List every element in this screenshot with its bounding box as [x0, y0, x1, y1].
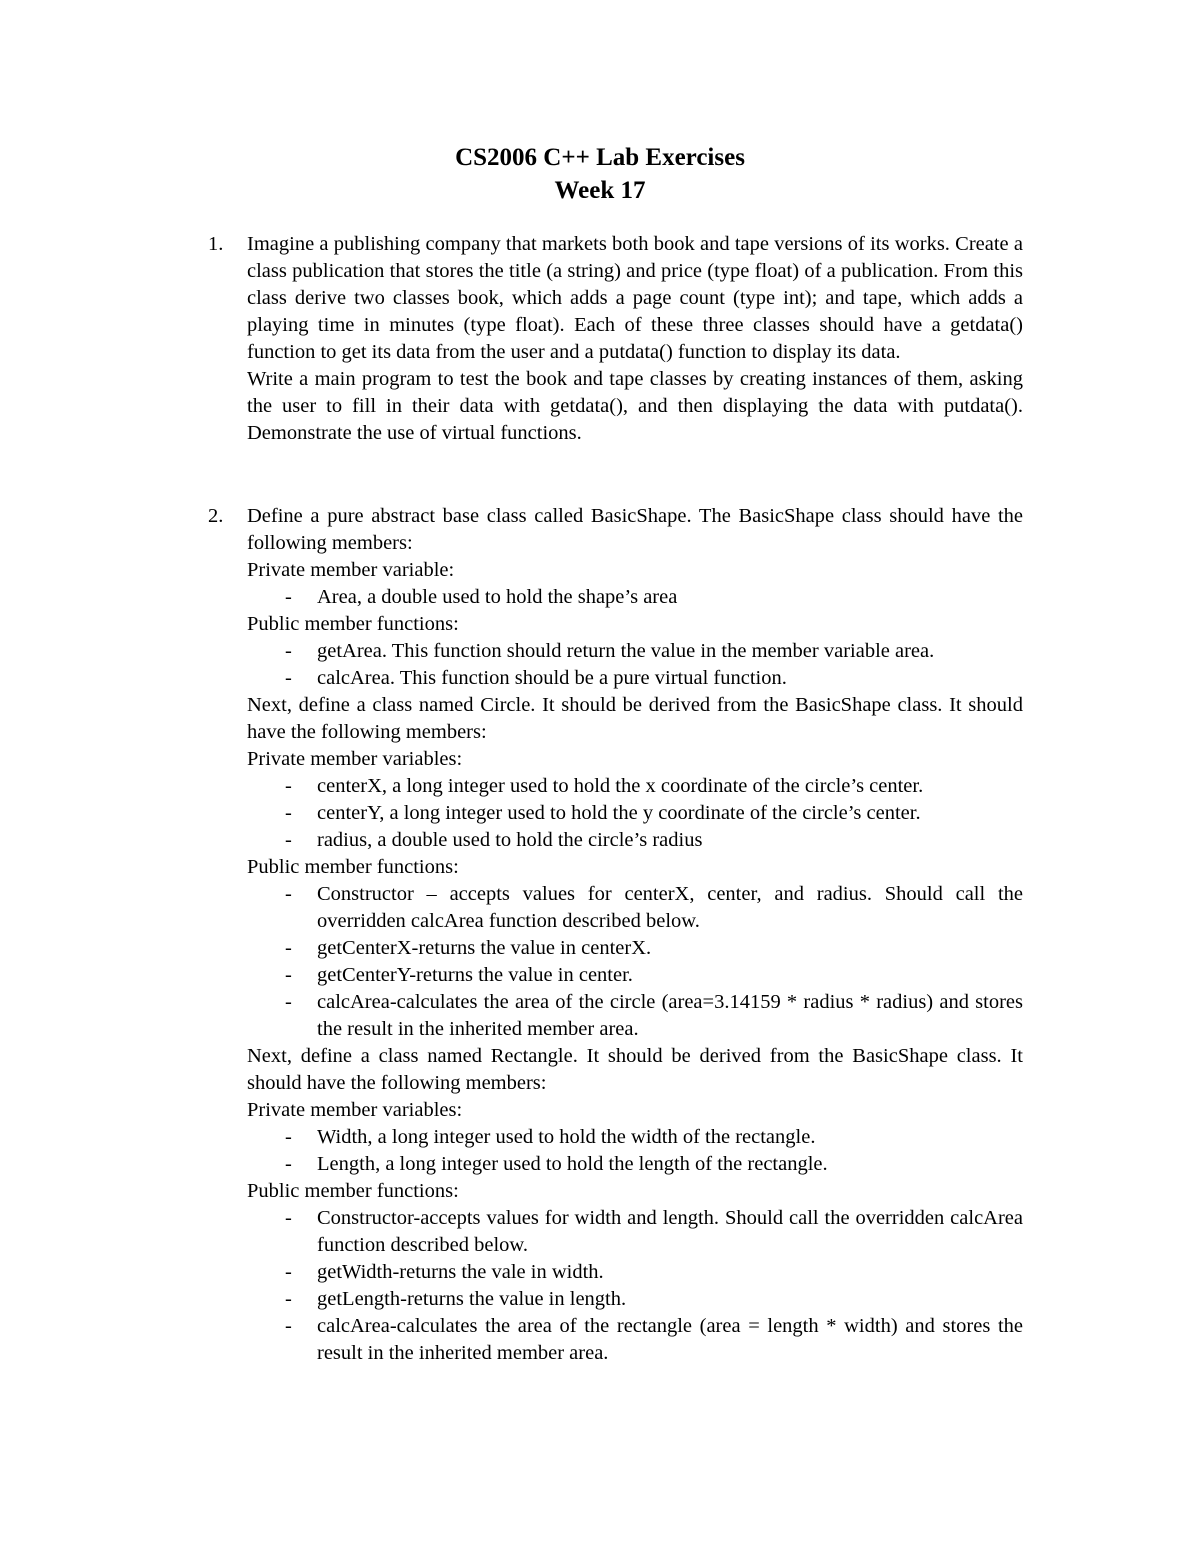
bullet-dash: -: [285, 667, 292, 689]
list-item-text: Length, a long integer used to hold the length of the rectangle.: [317, 1153, 828, 1175]
list-item: [247, 1259, 1023, 1286]
list-item: [247, 989, 1023, 1043]
list-item-text: getCenterX-returns the value in centerX.: [317, 937, 652, 959]
list-item: [247, 827, 1023, 854]
list-item-text: calcArea-calculates the area of the rectangle (area = length * width) and stores the result in the inherited member area.: [317, 1315, 1023, 1364]
list-item-text: centerX, a long integer used to hold the x coordinate of the circle’s center.: [317, 775, 924, 797]
exercise-paragraph: Imagine a publishing company that markets both book and tape versions of its works. Create a class publication that stores the title (a string) and price (type float) of a publication. From this class derive two classes book, which adds a page count (type int); and tape, which adds a playing time in minutes (type float). Each of these three classes should have a getdata() function to get its data from the user and a putdata() function to display its data.: [247, 233, 1023, 363]
list-item-text: Area, a double used to hold the shape’s area: [317, 586, 678, 608]
list-item: [247, 1124, 1023, 1151]
bullet-dash: -: [285, 964, 292, 986]
bullet-dash: -: [285, 829, 292, 851]
exercise-body: [247, 231, 1023, 447]
list-item-text: calcArea. This function should be a pure virtual function.: [317, 667, 787, 689]
bullet-dash: -: [285, 991, 292, 1013]
bullet-dash: -: [285, 586, 292, 608]
list-item: [247, 665, 1023, 692]
list-item: [247, 1205, 1023, 1259]
list-item-text: getCenterY-returns the value in center.: [317, 964, 633, 986]
list-item-text: radius, a double used to hold the circle’s radius: [317, 829, 703, 851]
bullet-dash: -: [285, 640, 292, 662]
exercise-paragraph: Write a main program to test the book and tape classes by creating instances of them, asking the user to fill in their data with getdata(), and then displaying the data with putdata(). Demonstrate the use of virtual functions.: [247, 368, 1023, 444]
section-heading: Public member functions:: [247, 1180, 459, 1202]
list-item: [247, 800, 1023, 827]
list-item-text: getWidth-returns the vale in width.: [317, 1261, 604, 1283]
section-heading: Private member variables:: [247, 748, 463, 770]
exercise-paragraph: Define a pure abstract base class called BasicShape. The BasicShape class should have the following members:: [247, 505, 1023, 554]
list-item: [247, 638, 1023, 665]
list-item-text: centerY, a long integer used to hold the y coordinate of the circle’s center.: [317, 802, 921, 824]
bullet-dash: -: [285, 1207, 292, 1229]
list-item: [247, 1286, 1023, 1313]
section-heading: Private member variables:: [247, 1099, 463, 1121]
document-subtitle-week: Week 17: [554, 177, 646, 204]
exercise-body: [247, 503, 1023, 1367]
list-item: [247, 962, 1023, 989]
section-heading: Private member variable:: [247, 559, 455, 581]
bullet-dash: -: [285, 1315, 292, 1337]
bullet-dash: -: [285, 1126, 292, 1148]
list-item-text: getArea. This function should return the value in the member variable area.: [317, 640, 935, 662]
exercise-paragraph: Next, define a class named Circle. It should be derived from the BasicShape class. It should have the following members:: [247, 694, 1023, 743]
exercise-number: 1.: [208, 233, 224, 255]
bullet-dash: -: [285, 775, 292, 797]
bullet-dash: -: [285, 1153, 292, 1175]
list-item: [247, 1313, 1023, 1367]
bullet-dash: -: [285, 937, 292, 959]
section-heading: Public member functions:: [247, 856, 459, 878]
bullet-dash: -: [285, 883, 292, 905]
list-item: [247, 773, 1023, 800]
list-item: [247, 881, 1023, 935]
list-item-text: Constructor – accepts values for centerX, center, and radius. Should call the overridden calcArea function described below.: [317, 883, 1023, 932]
list-item: [247, 935, 1023, 962]
list-item-text: getLength-returns the value in length.: [317, 1288, 627, 1310]
list-item-text: Width, a long integer used to hold the width of the rectangle.: [317, 1126, 816, 1148]
list-item: [247, 1151, 1023, 1178]
list-item-text: calcArea-calculates the area of the circle (area=3.14159 * radius * radius) and stores the result in the inherited member area.: [317, 991, 1023, 1040]
list-item: [247, 584, 1023, 611]
exercise-number: 2.: [208, 505, 224, 527]
document-title: CS2006 C++ Lab Exercises: [455, 144, 745, 171]
bullet-dash: -: [285, 1288, 292, 1310]
bullet-dash: -: [285, 802, 292, 824]
section-heading: Public member functions:: [247, 613, 459, 635]
list-item-text: Constructor-accepts values for width and length. Should call the overridden calcArea function described below.: [317, 1207, 1023, 1256]
exercise-paragraph: Next, define a class named Rectangle. It should be derived from the BasicShape class. It should have the following members:: [247, 1045, 1023, 1094]
bullet-dash: -: [285, 1261, 292, 1283]
